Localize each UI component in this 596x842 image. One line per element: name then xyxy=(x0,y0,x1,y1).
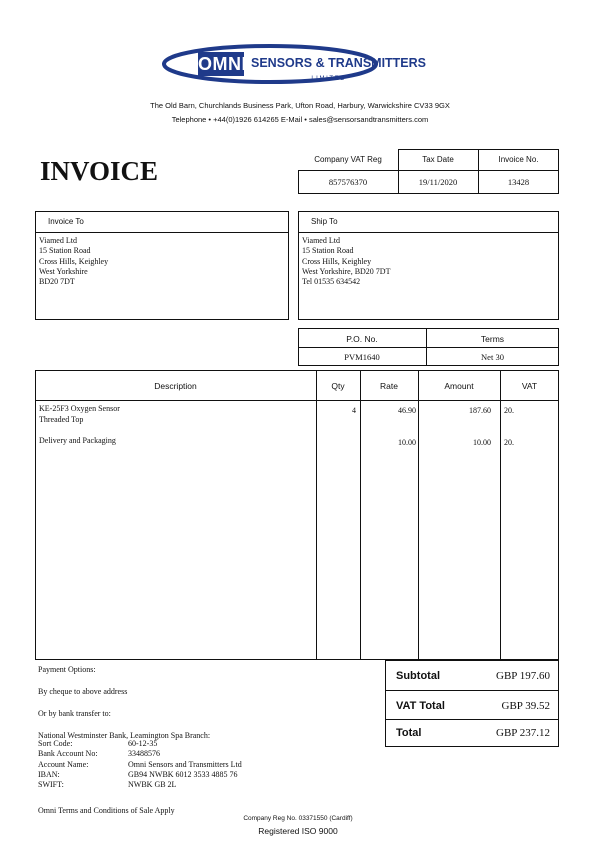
bank-row-value: 60-12-35 xyxy=(128,739,158,748)
item-description: KE-25F3 Oxygen Sensor xyxy=(39,404,120,413)
address-line: West Yorkshire xyxy=(39,266,88,276)
payment-transfer: Or by bank transfer to: xyxy=(38,709,111,718)
item-rate: 10.00 xyxy=(398,438,416,447)
bank-row xyxy=(38,739,242,749)
payment-bank: National Westminster Bank, Leamington Spa Branch: xyxy=(38,731,211,740)
item-vat: 20. xyxy=(504,406,514,415)
item-description: Delivery and Packaging xyxy=(39,436,116,445)
terms-value: Net 30 xyxy=(481,352,504,362)
address-line: BD20 7DT xyxy=(39,277,75,287)
col-description: Description xyxy=(154,381,197,391)
bank-details xyxy=(38,739,242,790)
po-value: PVM1640 xyxy=(344,352,380,362)
invoice-to-label: Invoice To xyxy=(48,217,84,226)
payment-cheque: By cheque to above address xyxy=(38,687,128,696)
invoice-to-address xyxy=(39,236,108,287)
vat-total-value: GBP 39.52 xyxy=(501,700,550,712)
tax-date-label: Tax Date xyxy=(422,155,454,164)
ship-to-label: Ship To xyxy=(311,217,338,226)
logo-omni: OMNI xyxy=(198,54,247,74)
bank-row-value: Omni Sensors and Transmitters Ltd xyxy=(128,759,242,769)
vat-reg-label: Company VAT Reg xyxy=(314,155,382,164)
item-qty: 4 xyxy=(352,406,356,415)
bank-row-label: Sort Code: xyxy=(38,739,73,748)
item-description-2: Threaded Top xyxy=(39,415,84,424)
company-contact: Telephone • +44(0)1926 614265 E-Mail • sales@sensorsandtransmitters.com xyxy=(171,115,429,124)
col-rate: Rate xyxy=(380,381,398,391)
bank-row xyxy=(38,749,242,759)
subtotal-value: GBP 197.60 xyxy=(496,670,550,682)
address-line: 15 Station Road xyxy=(302,246,354,256)
bank-row-label: Bank Account No: xyxy=(38,749,98,759)
item-amount: 10.00 xyxy=(473,438,491,447)
item-amount: 187.60 xyxy=(469,406,491,415)
item-vat: 20. xyxy=(504,438,514,447)
terms-label: Terms xyxy=(480,334,505,344)
bank-row xyxy=(38,780,242,790)
ship-to-address xyxy=(302,236,390,287)
subtotal-label: Subtotal xyxy=(396,670,440,682)
col-vat: VAT xyxy=(521,381,538,391)
payment-options xyxy=(38,664,210,741)
tax-date-value: 19/11/2020 xyxy=(418,177,458,187)
vat-reg-value: 857576370 xyxy=(328,177,368,187)
address-line: Tel 01535 634542 xyxy=(302,277,361,287)
address-line: 15 Station Road xyxy=(39,246,91,256)
item-rate: 46.90 xyxy=(398,406,416,415)
invoice-no-value: 13428 xyxy=(507,177,530,187)
logo-sensors: SENSORS & TRANSMITTERS xyxy=(251,56,427,70)
bank-row-value: NWBK GB 2L xyxy=(128,780,177,790)
bank-row xyxy=(38,760,242,770)
bank-row-value: GB94 NWBK 6012 3533 4885 76 xyxy=(128,769,238,779)
address-line: Viamed Ltd xyxy=(39,236,77,245)
terms-note: Omni Terms and Conditions of Sale Apply xyxy=(38,806,175,815)
bank-row-label: IBAN: xyxy=(38,769,60,779)
vat-total-label: VAT Total xyxy=(396,700,445,712)
page-title: INVOICE xyxy=(40,156,158,186)
total-value: GBP 237.12 xyxy=(496,727,550,739)
col-amount: Amount xyxy=(444,381,474,391)
bank-row-label: SWIFT: xyxy=(38,780,64,790)
company-address: The Old Barn, Churchlands Business Park, Ufton Road, Harbury, Warwickshire CV33 9GX xyxy=(150,101,450,110)
address-line: Viamed Ltd xyxy=(302,236,340,245)
payment-heading: Payment Options: xyxy=(38,665,96,674)
invoice-no-label: Invoice No. xyxy=(498,155,539,164)
bank-row-value: 33488576 xyxy=(128,749,160,759)
footer-iso: Registered ISO 9000 xyxy=(258,826,338,836)
address-line: West Yorkshire, BD20 7DT xyxy=(302,266,391,276)
footer-company-reg: Company Reg No. 03371550 (Cardiff) xyxy=(243,815,353,822)
po-label: P.O. No. xyxy=(346,334,378,344)
address-line: Cross Hills, Keighley xyxy=(302,256,372,266)
logo-limited: L I M I T E D xyxy=(311,76,345,82)
bank-row-label: Account Name: xyxy=(38,759,89,769)
col-qty: Qty xyxy=(331,381,345,391)
address-line: Cross Hills, Keighley xyxy=(39,256,109,266)
total-label: Total xyxy=(396,727,422,739)
bank-row xyxy=(38,770,242,780)
